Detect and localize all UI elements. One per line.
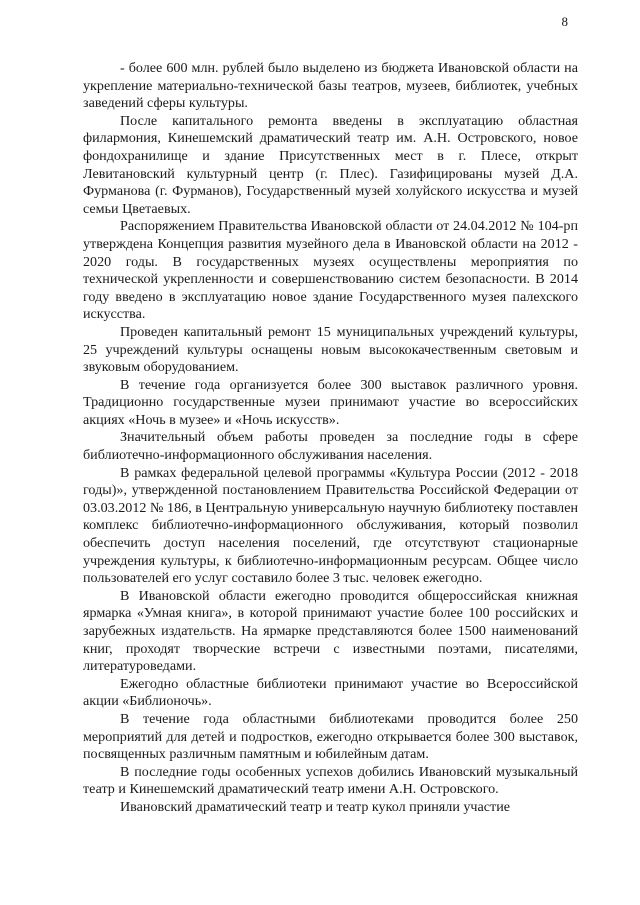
paragraph-6: Значительный объем работы проведен за последние годы в сфере библиотечно-информационного обслуживания населения. <box>83 429 578 464</box>
paragraph-12: Ивановский драматический театр и театр кукол приняли участие <box>120 798 510 815</box>
paragraph-2: После капитального ремонта введены в эксплуатацию областная филармония, Кинешемский драматический театр им. А.Н. Островского, новое фондохранилище и здание Присутственных мест в г. Плесе, открыт Левитановский культурный центр (г. Плес). Газифицированы музей Д.А. Фурманова (г. Фурманов), Государственный музей холуйского искусства и музей семьи Цветаевых. <box>83 112 578 217</box>
paragraph-5: В течение года организуется более 300 выставок различного уровня. Традиционно государственные музеи принимают участие во всероссийских акциях «Ночь в музее» и «Ночь искусств». <box>83 376 578 428</box>
page-number: 8 <box>561 14 568 29</box>
paragraph-4: Проведен капитальный ремонт 15 муниципальных учреждений культуры, 25 учреждений культуры оснащены новым высококачественным световым и звуковым оборудованием. <box>83 323 578 376</box>
paragraph-8: В Ивановской области ежегодно проводится общероссийская книжная ярмарка «Умная книга», в которой принимают участие более 100 российских и зарубежных издательств. На ярмарке представляются более 1500 наименований книг, проходят творческие встречи с известными поэтами, писателями, литературоведами. <box>83 587 578 675</box>
paragraph-3: Распоряжением Правительства Ивановской области от 24.04.2012 № 104-рп утверждена Концепция развития музейного дела в Ивановской области на 2012 - 2020 годы. В государственных музеях осуществлены мероприятия по технической укрепленности и совершенствованию систем безопасности. В 2014 году введено в эксплуатацию новое здание Государственного музея палехского искусства. <box>83 218 578 323</box>
paragraph-10: В течение года областными библиотеками проводится более 250 мероприятий для детей и подростков, ежегодно открывается более 300 выставок, посвященных различным памятным и юбилейным датам. <box>83 710 578 763</box>
paragraph-7: В рамках федеральной целевой программы «Культура России (2012 - 2018 годы)», утвержденной постановлением Правительства Российской Федерации от 03.03.2012 № 186, в Центральную универсальную научную библиотеку поставлен комплекс библиотечно-информационного обслуживания, который позволил обеспечить доступ населения поселений, где отсутствуют стационарные учреждения культуры, к библиотечно-информационным ресурсам. Общее число пользователей его услуг составило более 3 тыс. человек ежегодно. <box>83 464 578 587</box>
paragraph-11: В последние годы особенных успехов добились Ивановский музыкальный театр и Кинешемский драматический театр имени А.Н. Островского. <box>83 763 578 798</box>
paragraph-1: - более 600 млн. рублей было выделено из бюджета Ивановской области на укрепление материально-технической базы театров, музеев, библиотек, учебных заведений сферы культуры. <box>83 60 578 112</box>
document-body <box>83 60 578 817</box>
paragraph-9: Ежегодно областные библиотеки принимают участие во Всероссийской акции «Библионочь». <box>83 675 578 710</box>
